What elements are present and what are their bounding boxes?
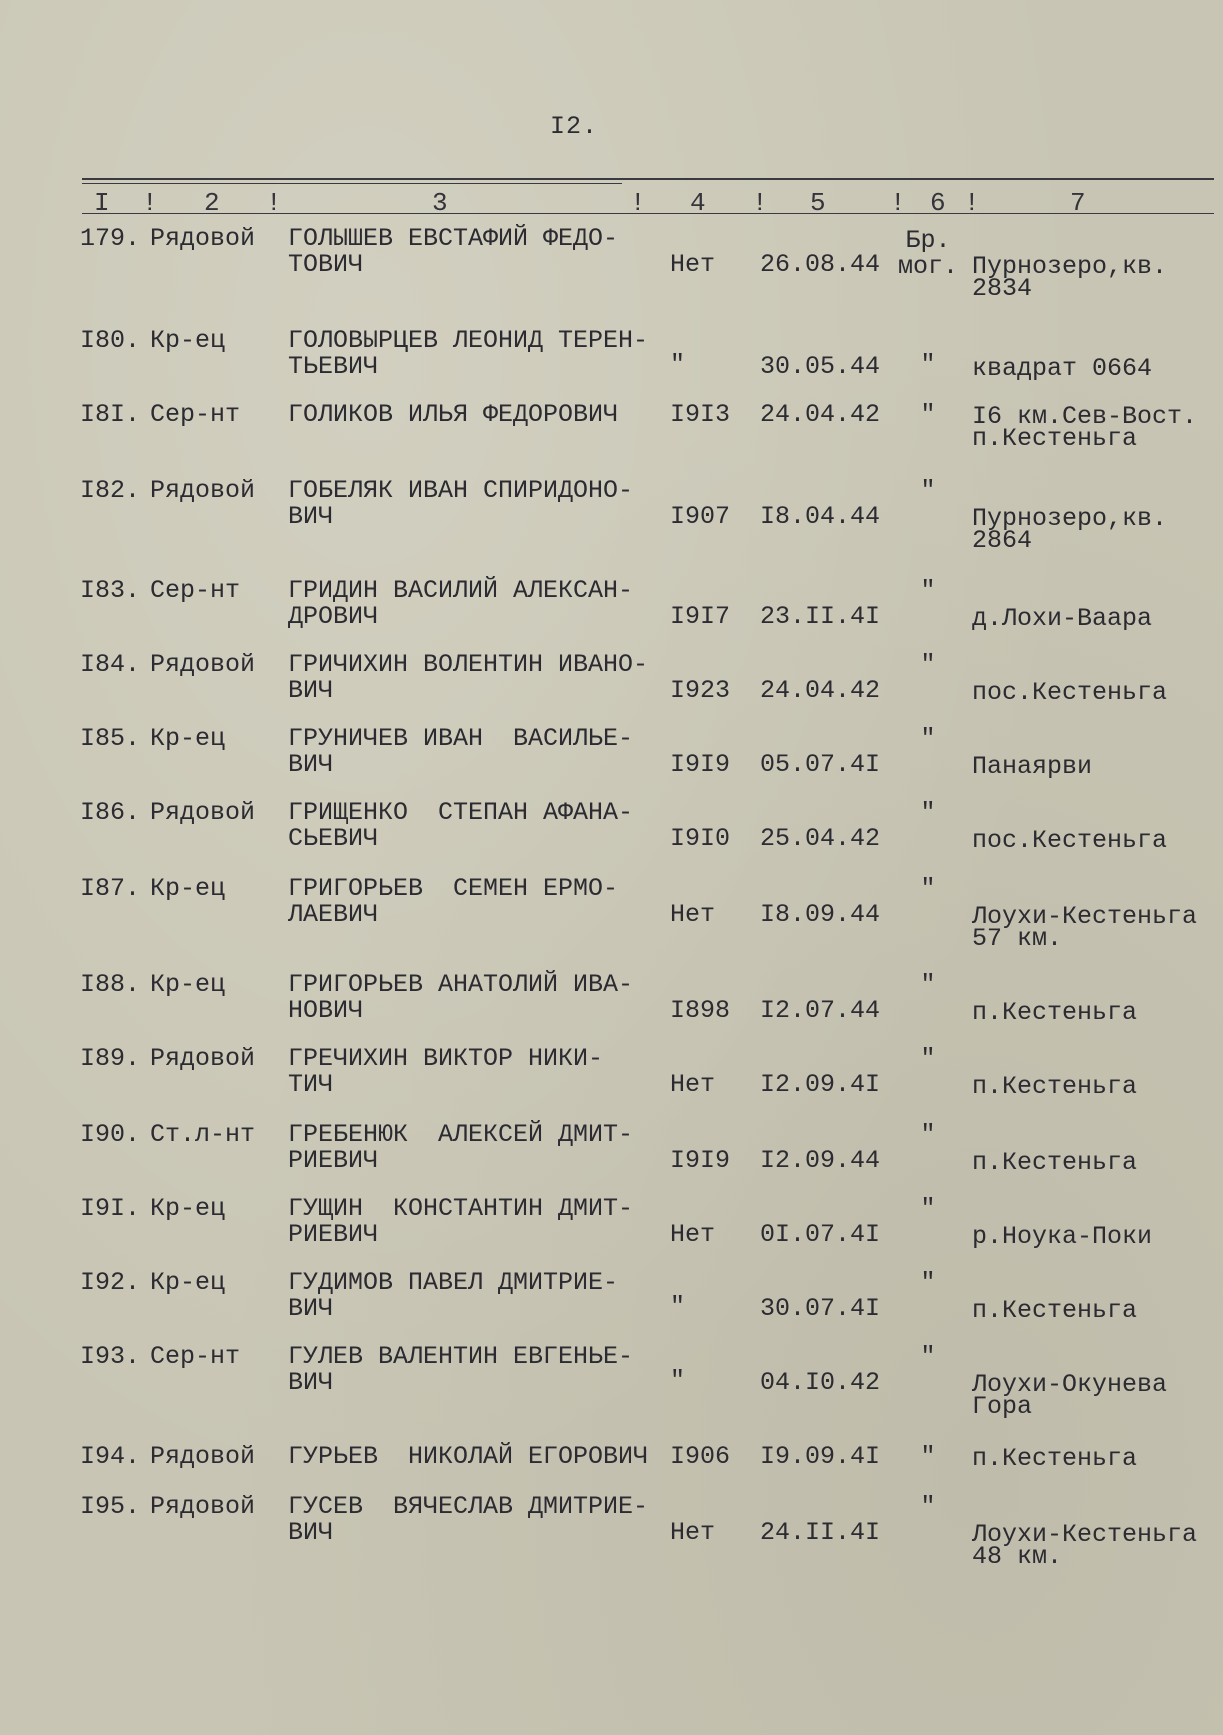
row-name: ГРИГОРЬЕВ АНАТОЛИЙ ИВА- НОВИЧ — [288, 970, 634, 1025]
row-birth-year: Нет — [670, 900, 716, 929]
row-name: ГОЛЫШЕВ ЕВСТАФИЙ ФЕДО- ТОВИЧ — [288, 224, 619, 279]
row-rank: Сер-нт — [150, 1342, 241, 1371]
row-name: ГРЕБЕНЮК АЛЕКСЕЙ ДМИТ- РИЕВИЧ — [288, 1120, 634, 1175]
row-birth-year: " — [670, 1366, 686, 1395]
row-birth-year: I9I3 — [670, 400, 731, 429]
row-name: ГРИЧИХИН ВОЛЕНТИН ИВАНО- ВИЧ — [288, 650, 649, 705]
row-death-date: I8.09.44 — [760, 900, 881, 929]
row-burial-type: " — [920, 1194, 936, 1223]
row-name: ГОЛИКОВ ИЛЬЯ ФЕДОРОВИЧ — [288, 400, 619, 429]
col-header-3: 3 — [432, 188, 448, 218]
row-birth-year: I9I7 — [670, 602, 731, 631]
row-burial-type: " — [920, 970, 936, 999]
row-burial-place: п.Кестеньга — [972, 1148, 1138, 1177]
row-name: ГРУНИЧЕВ ИВАН ВАСИЛЬЕ- ВИЧ — [288, 724, 634, 779]
row-burial-place: п.Кестеньга — [972, 1296, 1138, 1325]
row-name: ГРИДИН ВАСИЛИЙ АЛЕКСАН- ДРОВИЧ — [288, 576, 634, 631]
row-burial-place: пос.Кестеньга — [972, 678, 1168, 707]
row-burial-place: Панаярви — [972, 752, 1093, 781]
row-death-date: I2.07.44 — [760, 996, 881, 1025]
row-rank: Кр-ец — [150, 970, 226, 999]
row-birth-year: I9I0 — [670, 824, 731, 853]
row-burial-place: Пурнозеро,кв. 2834 — [972, 252, 1168, 303]
row-burial-place: р.Ноука-Поки — [972, 1222, 1153, 1251]
row-number: I87. — [80, 874, 141, 903]
row-birth-year: I9I9 — [670, 750, 731, 779]
row-birth-year: " — [670, 350, 686, 379]
row-burial-type: " — [920, 1044, 936, 1073]
header-rule-top-double — [82, 183, 622, 184]
row-name: ГУЩИН КОНСТАНТИН ДМИТ- РИЕВИЧ — [288, 1194, 634, 1249]
row-birth-year: I907 — [670, 502, 731, 531]
row-birth-year: I923 — [670, 676, 731, 705]
row-number: I85. — [80, 724, 141, 753]
row-name: ГУДИМОВ ПАВЕЛ ДМИТРИЕ- ВИЧ — [288, 1268, 619, 1323]
row-rank: Кр-ец — [150, 874, 226, 903]
row-death-date: I2.09.44 — [760, 1146, 881, 1175]
row-rank: Рядовой — [150, 1492, 256, 1521]
row-number: I86. — [80, 798, 141, 827]
row-name: ГОЛОВЫРЦЕВ ЛЕОНИД ТЕРЕН- ТЬЕВИЧ — [288, 326, 649, 381]
row-birth-year: I9I9 — [670, 1146, 731, 1175]
row-death-date: 0I.07.4I — [760, 1220, 881, 1249]
row-birth-year: Нет — [670, 1220, 716, 1249]
row-death-date: I2.09.4I — [760, 1070, 881, 1099]
col-separator: ! — [630, 188, 646, 218]
row-burial-place: п.Кестеньга — [972, 998, 1138, 1027]
row-name: ГРЕЧИХИН ВИКТОР НИКИ- ТИЧ — [288, 1044, 604, 1099]
row-number: I82. — [80, 476, 141, 505]
row-death-date: 24.04.42 — [760, 676, 881, 705]
row-burial-place: Лоухи-Кестеньга 57 км. — [972, 902, 1198, 953]
row-number: I95. — [80, 1492, 141, 1521]
row-name: ГУЛЕВ ВАЛЕНТИН ЕВГЕНЬЕ- ВИЧ — [288, 1342, 634, 1397]
row-rank: Сер-нт — [150, 576, 241, 605]
row-name: ГОБЕЛЯК ИВАН СПИРИДОНО- ВИЧ — [288, 476, 634, 531]
row-burial-type: " — [920, 798, 936, 827]
row-burial-type: Бр. мог. — [898, 226, 959, 281]
row-rank: Рядовой — [150, 1044, 256, 1073]
row-number: I90. — [80, 1120, 141, 1149]
row-death-date: 05.07.4I — [760, 750, 881, 779]
row-rank: Ст.л-нт — [150, 1120, 256, 1149]
row-burial-type: " — [920, 576, 936, 605]
row-death-date: 25.04.42 — [760, 824, 881, 853]
row-rank: Кр-ец — [150, 724, 226, 753]
row-number: I88. — [80, 970, 141, 999]
row-burial-type: " — [920, 1342, 936, 1371]
row-birth-year: Нет — [670, 1070, 716, 1099]
row-number: I94. — [80, 1442, 141, 1471]
row-death-date: 24.04.42 — [760, 400, 881, 429]
row-burial-place: квадрат 0664 — [972, 354, 1153, 383]
header-rule-top — [82, 178, 1214, 180]
col-header-5: 5 — [810, 188, 826, 218]
row-burial-place: Пурнозеро,кв. 2864 — [972, 504, 1168, 555]
col-separator: ! — [752, 188, 768, 218]
row-death-date: I8.04.44 — [760, 502, 881, 531]
row-rank: Рядовой — [150, 798, 256, 827]
row-death-date: 30.05.44 — [760, 352, 881, 381]
row-number: 179. — [80, 224, 141, 253]
row-burial-type: " — [920, 1120, 936, 1149]
row-birth-year: " — [670, 1292, 686, 1321]
row-number: I83. — [80, 576, 141, 605]
col-separator: ! — [142, 188, 158, 218]
row-number: I93. — [80, 1342, 141, 1371]
row-name: ГУРЬЕВ НИКОЛАЙ ЕГОРОВИЧ — [288, 1442, 649, 1471]
row-burial-type: " — [920, 1492, 936, 1521]
row-number: I80. — [80, 326, 141, 355]
col-header-2: 2 — [204, 188, 220, 218]
row-burial-place: п.Кестеньга — [972, 1444, 1138, 1473]
col-header-1: I — [94, 188, 110, 218]
row-rank: Кр-ец — [150, 1194, 226, 1223]
row-burial-place: д.Лохи-Ваара — [972, 604, 1153, 633]
row-rank: Рядовой — [150, 1442, 256, 1471]
row-burial-type: " — [920, 1268, 936, 1297]
row-birth-year: I898 — [670, 996, 731, 1025]
row-burial-place: Лоухи-Окунева Гора — [972, 1370, 1168, 1421]
row-name: ГРИГОРЬЕВ СЕМЕН ЕРМО- ЛАЕВИЧ — [288, 874, 619, 929]
row-birth-year: Нет — [670, 1518, 716, 1547]
row-death-date: I9.09.4I — [760, 1442, 881, 1471]
row-burial-type: " — [920, 724, 936, 753]
col-header-6: 6 — [930, 188, 946, 218]
col-separator: ! — [964, 188, 980, 218]
row-burial-type: " — [920, 650, 936, 679]
row-rank: Кр-ец — [150, 1268, 226, 1297]
row-rank: Рядовой — [150, 650, 256, 679]
header-rule-bottom — [82, 213, 1214, 214]
row-number: I92. — [80, 1268, 141, 1297]
row-rank: Рядовой — [150, 476, 256, 505]
row-number: I8I. — [80, 400, 141, 429]
row-death-date: 23.II.4I — [760, 602, 881, 631]
row-number: I9I. — [80, 1194, 141, 1223]
row-rank: Кр-ец — [150, 326, 226, 355]
col-header-4: 4 — [690, 188, 706, 218]
row-birth-year: Нет — [670, 250, 716, 279]
row-birth-year: I906 — [670, 1442, 731, 1471]
row-burial-place: пос.Кестеньга — [972, 826, 1168, 855]
page-number: I2. — [550, 112, 599, 141]
row-name: ГРИЩЕНКО СТЕПАН АФАНА- СЬЕВИЧ — [288, 798, 634, 853]
row-burial-type: " — [920, 476, 936, 505]
row-rank: Рядовой — [150, 224, 256, 253]
row-burial-place: п.Кестеньга — [972, 1072, 1138, 1101]
row-death-date: 26.08.44 — [760, 250, 881, 279]
col-separator: ! — [266, 188, 282, 218]
col-separator: ! — [890, 188, 906, 218]
row-burial-type: " — [920, 1442, 936, 1471]
row-burial-type: " — [920, 400, 936, 429]
row-death-date: 24.II.4I — [760, 1518, 881, 1547]
row-number: I84. — [80, 650, 141, 679]
row-name: ГУСЕВ ВЯЧЕСЛАВ ДМИТРИЕ- ВИЧ — [288, 1492, 649, 1547]
row-burial-type: " — [920, 874, 936, 903]
row-burial-place: Лоухи-Кестеньга 48 км. — [972, 1520, 1198, 1571]
row-rank: Сер-нт — [150, 400, 241, 429]
row-death-date: 30.07.4I — [760, 1294, 881, 1323]
row-burial-place: I6 км.Сев-Вост. п.Кестеньга — [972, 402, 1198, 453]
row-burial-type: " — [920, 350, 936, 379]
col-header-7: 7 — [1070, 188, 1086, 218]
row-number: I89. — [80, 1044, 141, 1073]
row-death-date: 04.I0.42 — [760, 1368, 881, 1397]
